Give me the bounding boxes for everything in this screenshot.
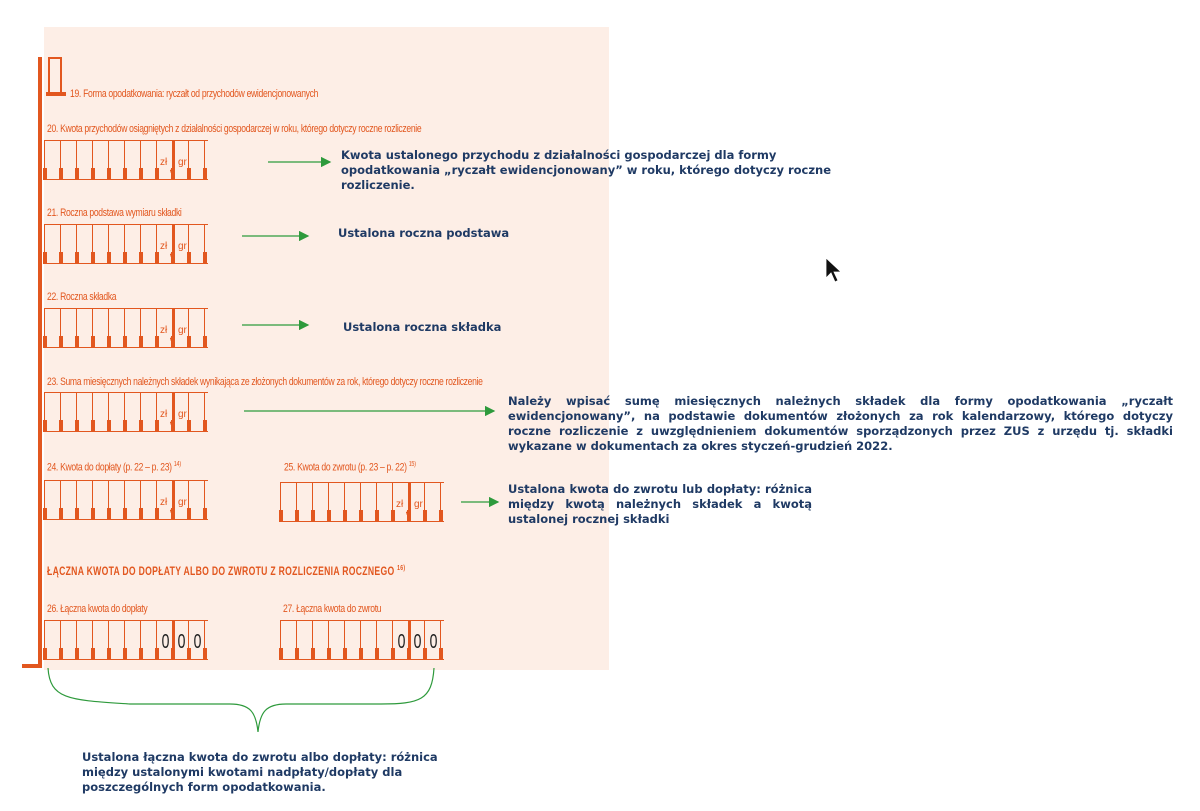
amount-box-unit-gr: gr [178, 325, 187, 336]
amount-box-comma: , [169, 162, 173, 174]
amount-box-unit-zl: zł [160, 497, 168, 508]
amount-box-unit-zl: zł [160, 409, 168, 420]
mouse-pointer-icon [826, 258, 841, 282]
field-19-label: 19. Forma opodatkowania: ryczałt od przychodów ewidencjonowanych [70, 88, 319, 100]
amount-box-comma: , [169, 502, 173, 514]
field-21-label: 21. Roczna podstawa wymiaru składki [47, 207, 182, 219]
annotation-field-22: Ustalona roczna składka [343, 320, 502, 334]
section-title-text: ŁĄCZNA KWOTA DO DOPŁATY ALBO DO ZWROTU Z ROZLICZENIA ROCZNEGO [47, 564, 395, 578]
amount-box-zero-digit: 0 [193, 631, 202, 653]
field-23-label: 23. Suma miesięcznych należnych składek wynikająca ze złożonych dokumentów za rok, którego dotyczy roczne rozliczenie [47, 376, 483, 388]
amount-box-unit-gr: gr [178, 157, 187, 168]
field-25-footnote: 15) [408, 461, 416, 468]
amount-box-unit-zl: zł [160, 325, 168, 336]
amount-box-unit-gr: gr [414, 499, 423, 510]
amount-box-comma: , [406, 642, 410, 654]
amount-box-unit-zl: zł [160, 241, 168, 252]
amount-box-unit-zl: zł [160, 157, 168, 168]
amount-box-comma: , [170, 642, 174, 654]
amount-box-zero-digit: 0 [397, 631, 406, 653]
annotation-field-23: Należy wpisać sumę miesięcznych należnych składek dla formy opodatkowania „ryczałt ewidencjonowany”, na podstawie dokumentów złożonych za rok kalendarzowy, którego dotyczy roczne rozliczenie z uwzględnieniem dokumentów sporządzonych przez ZUS z urzędu tj. składki wykazane w dokumentach za okres styczeń-grudzień 2022. [508, 394, 1173, 453]
field-26-label: 26. Łączna kwota do dopłaty [47, 603, 148, 615]
amount-box-zero-digit: 0 [429, 631, 438, 653]
field-24-footnote: 14) [173, 461, 181, 468]
amount-box-comma: , [169, 414, 173, 426]
field-25-label-text: 25. Kwota do zwrotu (p. 23 – p. 22) [284, 461, 407, 474]
amount-box-unit-gr: gr [178, 241, 187, 252]
amount-box-zero-digit: 0 [161, 631, 170, 653]
annotation-field-24-25: Ustalona kwota do zwrotu lub dopłaty: różnica między kwotą należnych składek a kwotą ustalonej rocznej składki [508, 482, 812, 526]
field-24-label-text: 24. Kwota do dopłaty (p. 22 – p. 23) [47, 461, 172, 474]
annotation-field-20: Kwota ustalonego przychodu z działalności gospodarczej dla formy opodatkowania „ryczałt ewidencjonowany” w roku, którego dotyczy roczne rozliczenie. [341, 148, 832, 192]
curly-brace-icon [48, 668, 434, 732]
field-20-label: 20. Kwota przychodów osiągniętych z działalności gospodarczej w roku, którego dotyczy roczne rozliczenie [47, 123, 422, 135]
section-title-footnote: 16) [397, 565, 406, 572]
amount-box-comma: , [405, 504, 409, 516]
amount-box-unit-gr: gr [178, 409, 187, 420]
amount-box-zero-digit: 0 [413, 631, 422, 653]
field-27-label: 27. Łączna kwota do zwrotu [283, 603, 382, 615]
amount-box-unit-zl: zł [396, 499, 404, 510]
amount-box-comma: , [169, 246, 173, 258]
amount-box-zero-digit: 0 [177, 631, 186, 653]
field-22-label: 22. Roczna składka [47, 291, 117, 303]
amount-box-unit-gr: gr [178, 497, 187, 508]
annotation-field-21: Ustalona roczna podstawa [338, 226, 510, 240]
amount-box-comma: , [169, 330, 173, 342]
annotation-field-26-27: Ustalona łączna kwota do zwrotu albo dopłaty: różnica między ustalonymi kwotami nadpłaty/dopłaty dla poszczególnych form opodatkowania. [82, 750, 438, 794]
